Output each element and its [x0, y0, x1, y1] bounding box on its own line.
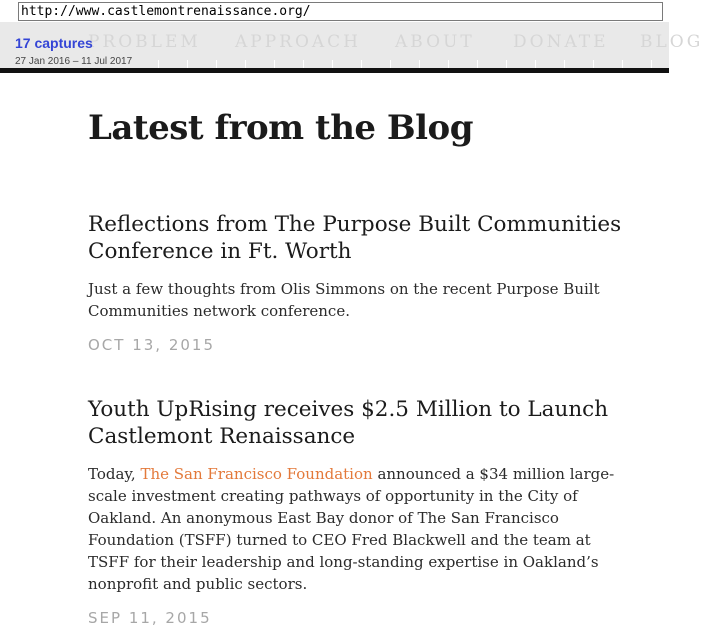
timeline-tick	[274, 60, 275, 90]
toolbar-divider	[0, 68, 669, 73]
page-title: Latest from the Blog	[88, 108, 473, 148]
post-title[interactable]: Youth UpRising receives $2.5 Million to Launch Castlemont Renaissance	[88, 397, 609, 449]
timeline-tick	[564, 60, 565, 90]
excerpt-text: announced a $34 million large-scale investment creating pathways of opportunity in the City of Oakland. An anonymous East Bay donor of The San Francisco Foundation (TSFF) turned to CEO Fred Blackwell and the team at TSFF for their leadership and long-standing expertise in Oakland’s nonprofit and public sectors.	[88, 465, 615, 593]
timeline-tick	[419, 60, 420, 90]
timeline-tick	[593, 60, 594, 90]
timeline-tick	[332, 60, 333, 90]
post-title[interactable]: Reflections from The Purpose Built Communities Conference in Ft. Worth	[88, 212, 622, 264]
blog-post	[88, 211, 628, 354]
post-date: OCT 13, 2015	[88, 336, 216, 354]
nav-item-blog[interactable]: BLOG	[640, 32, 703, 52]
blog-post	[88, 396, 628, 627]
timeline-tick	[506, 60, 507, 90]
timeline-tick	[361, 60, 362, 90]
timeline-tick	[448, 60, 449, 90]
timeline-tick	[158, 60, 159, 90]
capture-timeline[interactable]	[150, 60, 669, 90]
timeline-tick	[187, 60, 188, 90]
timeline-tick	[303, 60, 304, 90]
timeline-tick	[216, 60, 217, 90]
nav-item-problem[interactable]: PROBLEM	[88, 32, 201, 52]
sf-foundation-link[interactable]: The San Francisco Foundation	[140, 465, 373, 483]
capture-range: 27 Jan 2016 – 11 Jul 2017	[15, 56, 133, 67]
wayback-toolbar	[0, 0, 703, 72]
nav-item-about[interactable]: ABOUT	[395, 32, 475, 52]
captures-link[interactable]: 17 captures	[15, 35, 93, 51]
timeline-tick	[622, 60, 623, 90]
timeline-tick	[245, 60, 246, 90]
post-excerpt: Just a few thoughts from Olis Simmons on the recent Purpose Built Communities network conference.	[88, 280, 600, 320]
excerpt-text: Today,	[88, 465, 141, 483]
nav-item-approach[interactable]: APPROACH	[235, 32, 361, 52]
timeline-tick	[477, 60, 478, 90]
site-nav	[0, 32, 703, 54]
post-excerpt	[88, 463, 628, 595]
timeline-tick	[535, 60, 536, 90]
url-field[interactable]: http://www.castlemontrenaissance.org/	[18, 2, 663, 21]
timeline-tick	[390, 60, 391, 90]
post-date: SEP 11, 2015	[88, 609, 212, 627]
timeline-tick	[651, 60, 652, 90]
nav-item-donate[interactable]: DONATE	[513, 32, 609, 52]
